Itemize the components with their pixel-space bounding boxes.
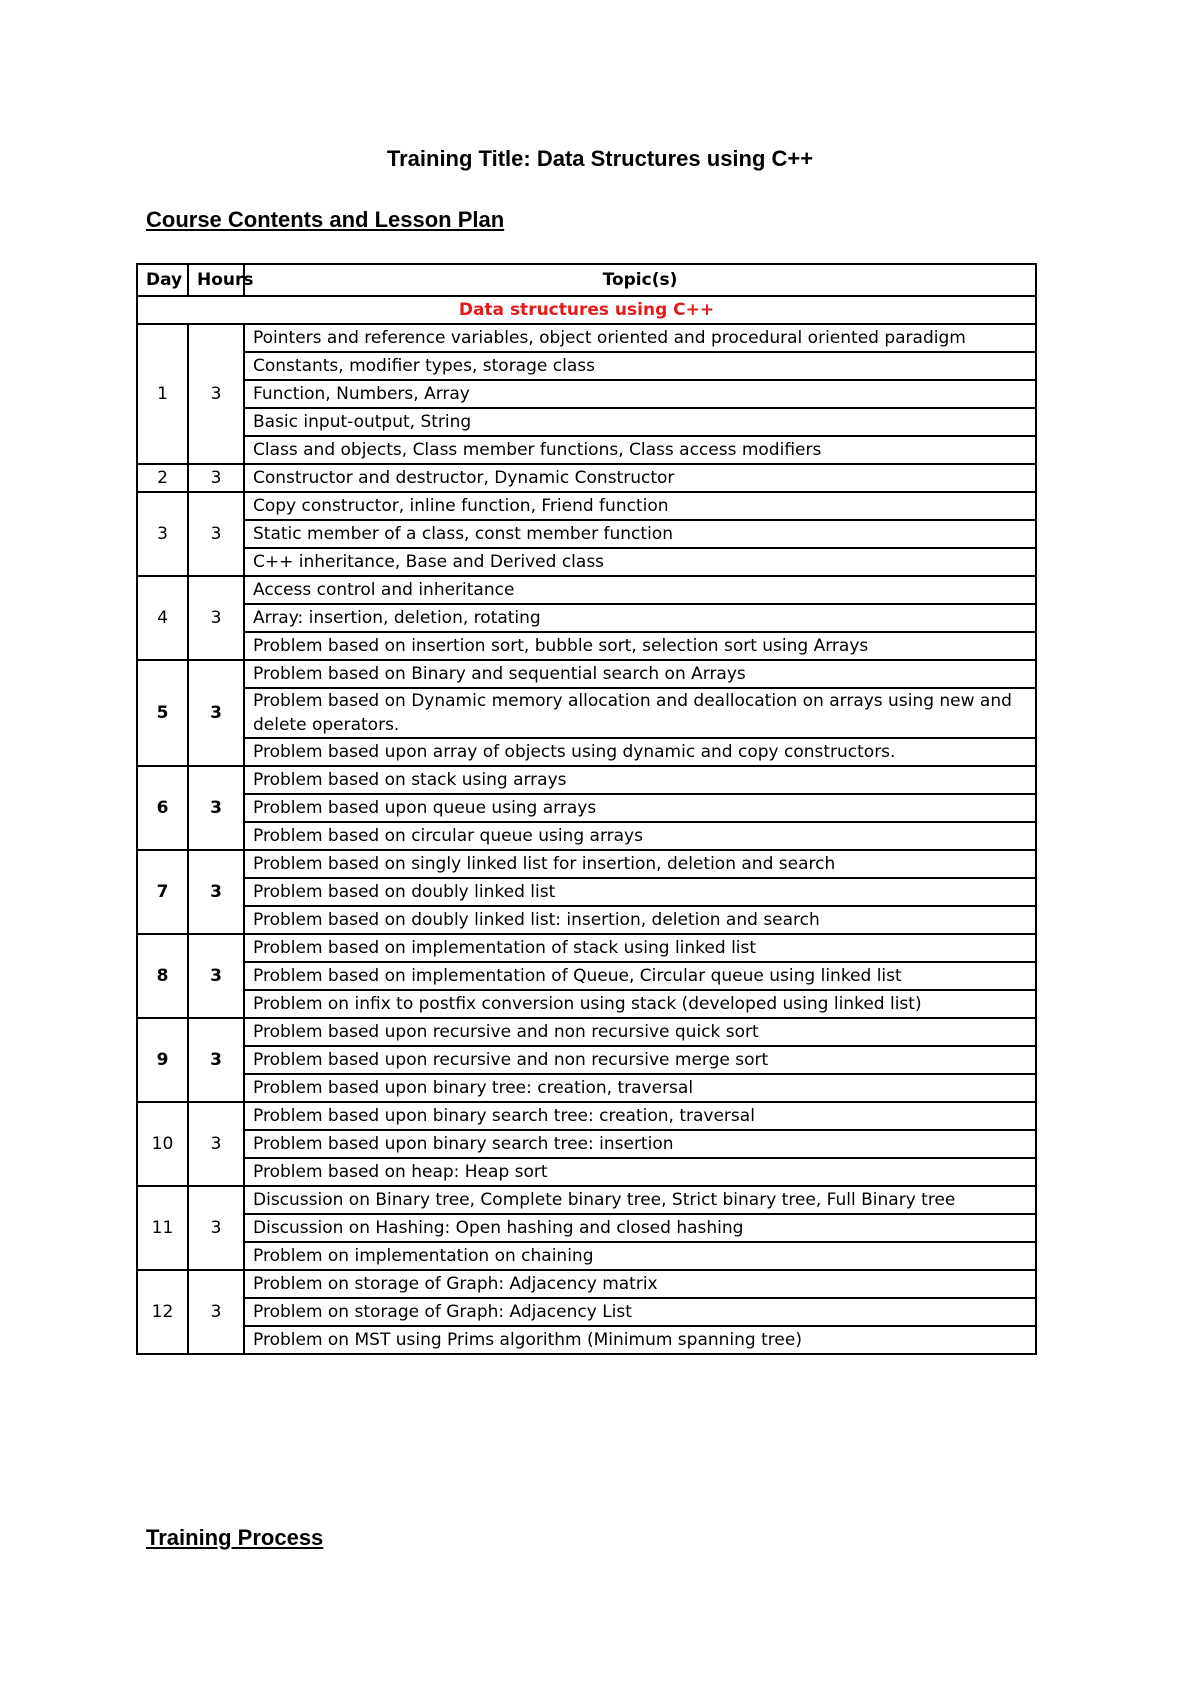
training-process-heading: Training Process [146,1525,324,1550]
table-row [137,990,1036,1018]
day-hours: 3 [188,766,244,850]
day-hours: 3 [188,1018,244,1102]
day-number: 9 [137,1018,188,1102]
topic-cell: Problem based on circular queue using arrays [244,822,1036,850]
topic-cell: Class and objects, Class member functions, Class access modifiers [244,436,1036,464]
table-header-row [137,264,1036,296]
section-title: Data structures using C++ [137,296,1036,324]
topic-cell: Problem based on stack using arrays [244,766,1036,794]
table-row [137,766,1036,794]
topic-cell: Array: insertion, deletion, rotating [244,604,1036,632]
table-row [137,380,1036,408]
topic-cell: Problem based upon binary tree: creation, traversal [244,1074,1036,1102]
topic-cell: Problem based on doubly linked list: insertion, deletion and search [244,906,1036,934]
topic-cell: Problem on implementation on chaining [244,1242,1036,1270]
table-row [137,632,1036,660]
table-row [137,906,1036,934]
day-number: 4 [137,576,188,660]
day-number: 12 [137,1270,188,1354]
day-hours: 3 [188,934,244,1018]
day-hours: 3 [188,660,244,766]
table-row [137,352,1036,380]
table-row [137,408,1036,436]
day-hours: 3 [188,1186,244,1270]
day-number: 3 [137,492,188,576]
table-row [137,520,1036,548]
day-hours: 3 [188,1270,244,1354]
table-row [137,962,1036,990]
table-row [137,822,1036,850]
table-row [137,1242,1036,1270]
table-row [137,1298,1036,1326]
topic-cell: C++ inheritance, Base and Derived class [244,548,1036,576]
topic-cell: Static member of a class, const member function [244,520,1036,548]
table-row [137,1018,1036,1046]
day-number: 8 [137,934,188,1018]
day-number: 1 [137,324,188,464]
section-row [137,296,1036,324]
table-row [137,492,1036,520]
table-row [137,1270,1036,1298]
day-number: 11 [137,1186,188,1270]
topic-cell: Pointers and reference variables, object oriented and procedural oriented paradigm [244,324,1036,352]
topic-cell: Problem based upon queue using arrays [244,794,1036,822]
lesson-plan-table [136,263,1037,1355]
day-number: 10 [137,1102,188,1186]
topic-cell: Problem on infix to postfix conversion using stack (developed using linked list) [244,990,1036,1018]
day-hours: 3 [188,464,244,492]
topic-cell: Problem based upon array of objects using dynamic and copy constructors. [244,738,1036,766]
topic-cell: Function, Numbers, Array [244,380,1036,408]
topic-cell: Problem based on insertion sort, bubble sort, selection sort using Arrays [244,632,1036,660]
topic-cell: Problem based upon recursive and non recursive quick sort [244,1018,1036,1046]
table-row [137,878,1036,906]
day-hours: 3 [188,850,244,934]
topic-cell: Problem on storage of Graph: Adjacency matrix [244,1270,1036,1298]
day-number: 6 [137,766,188,850]
topic-cell: Problem based on singly linked list for insertion, deletion and search [244,850,1036,878]
topic-cell: Problem based upon binary search tree: insertion [244,1130,1036,1158]
table-row [137,850,1036,878]
table-row [137,1130,1036,1158]
table-row [137,1046,1036,1074]
table-row [137,324,1036,352]
topic-cell: Constants, modifier types, storage class [244,352,1036,380]
table-row [137,548,1036,576]
topic-cell: Problem based on Binary and sequential search on Arrays [244,660,1036,688]
table-row [137,660,1036,688]
topic-cell: Problem on MST using Prims algorithm (Minimum spanning tree) [244,1326,1036,1354]
page-title: Training Title: Data Structures using C++ [386,146,814,171]
day-hours: 3 [188,492,244,576]
day-number: 5 [137,660,188,766]
table-row [137,1158,1036,1186]
contents-heading: Course Contents and Lesson Plan [146,207,505,232]
table-row [137,934,1036,962]
topic-cell: Discussion on Hashing: Open hashing and closed hashing [244,1214,1036,1242]
header-day: Day [137,264,188,296]
day-hours: 3 [188,576,244,660]
header-hours: Hours [188,264,244,296]
topic-cell: Problem based on Dynamic memory allocation and deallocation on arrays using new and delete operators. [244,688,1036,738]
table-row [137,1186,1036,1214]
topic-cell: Basic input-output, String [244,408,1036,436]
table-row [137,1326,1036,1354]
topic-cell: Copy constructor, inline function, Friend function [244,492,1036,520]
day-number: 7 [137,850,188,934]
topic-cell: Problem on storage of Graph: Adjacency List [244,1298,1036,1326]
table-row [137,1074,1036,1102]
table-row [137,794,1036,822]
day-number: 2 [137,464,188,492]
table-row [137,464,1036,492]
topic-cell: Problem based upon binary search tree: creation, traversal [244,1102,1036,1130]
table-row [137,1102,1036,1130]
topic-cell: Problem based on doubly linked list [244,878,1036,906]
header-topics: Topic(s) [244,264,1036,296]
topic-cell: Problem based on heap: Heap sort [244,1158,1036,1186]
table-row [137,576,1036,604]
table-row [137,738,1036,766]
topic-cell: Access control and inheritance [244,576,1036,604]
day-hours: 3 [188,1102,244,1186]
topic-cell: Constructor and destructor, Dynamic Constructor [244,464,1036,492]
topic-cell: Problem based on implementation of Queue, Circular queue using linked list [244,962,1036,990]
topic-cell: Discussion on Binary tree, Complete binary tree, Strict binary tree, Full Binary tree [244,1186,1036,1214]
day-hours: 3 [188,324,244,464]
topic-cell: Problem based upon recursive and non recursive merge sort [244,1046,1036,1074]
topic-cell: Problem based on implementation of stack using linked list [244,934,1036,962]
table-row [137,1214,1036,1242]
table-row [137,436,1036,464]
table-row [137,604,1036,632]
table-row [137,688,1036,738]
